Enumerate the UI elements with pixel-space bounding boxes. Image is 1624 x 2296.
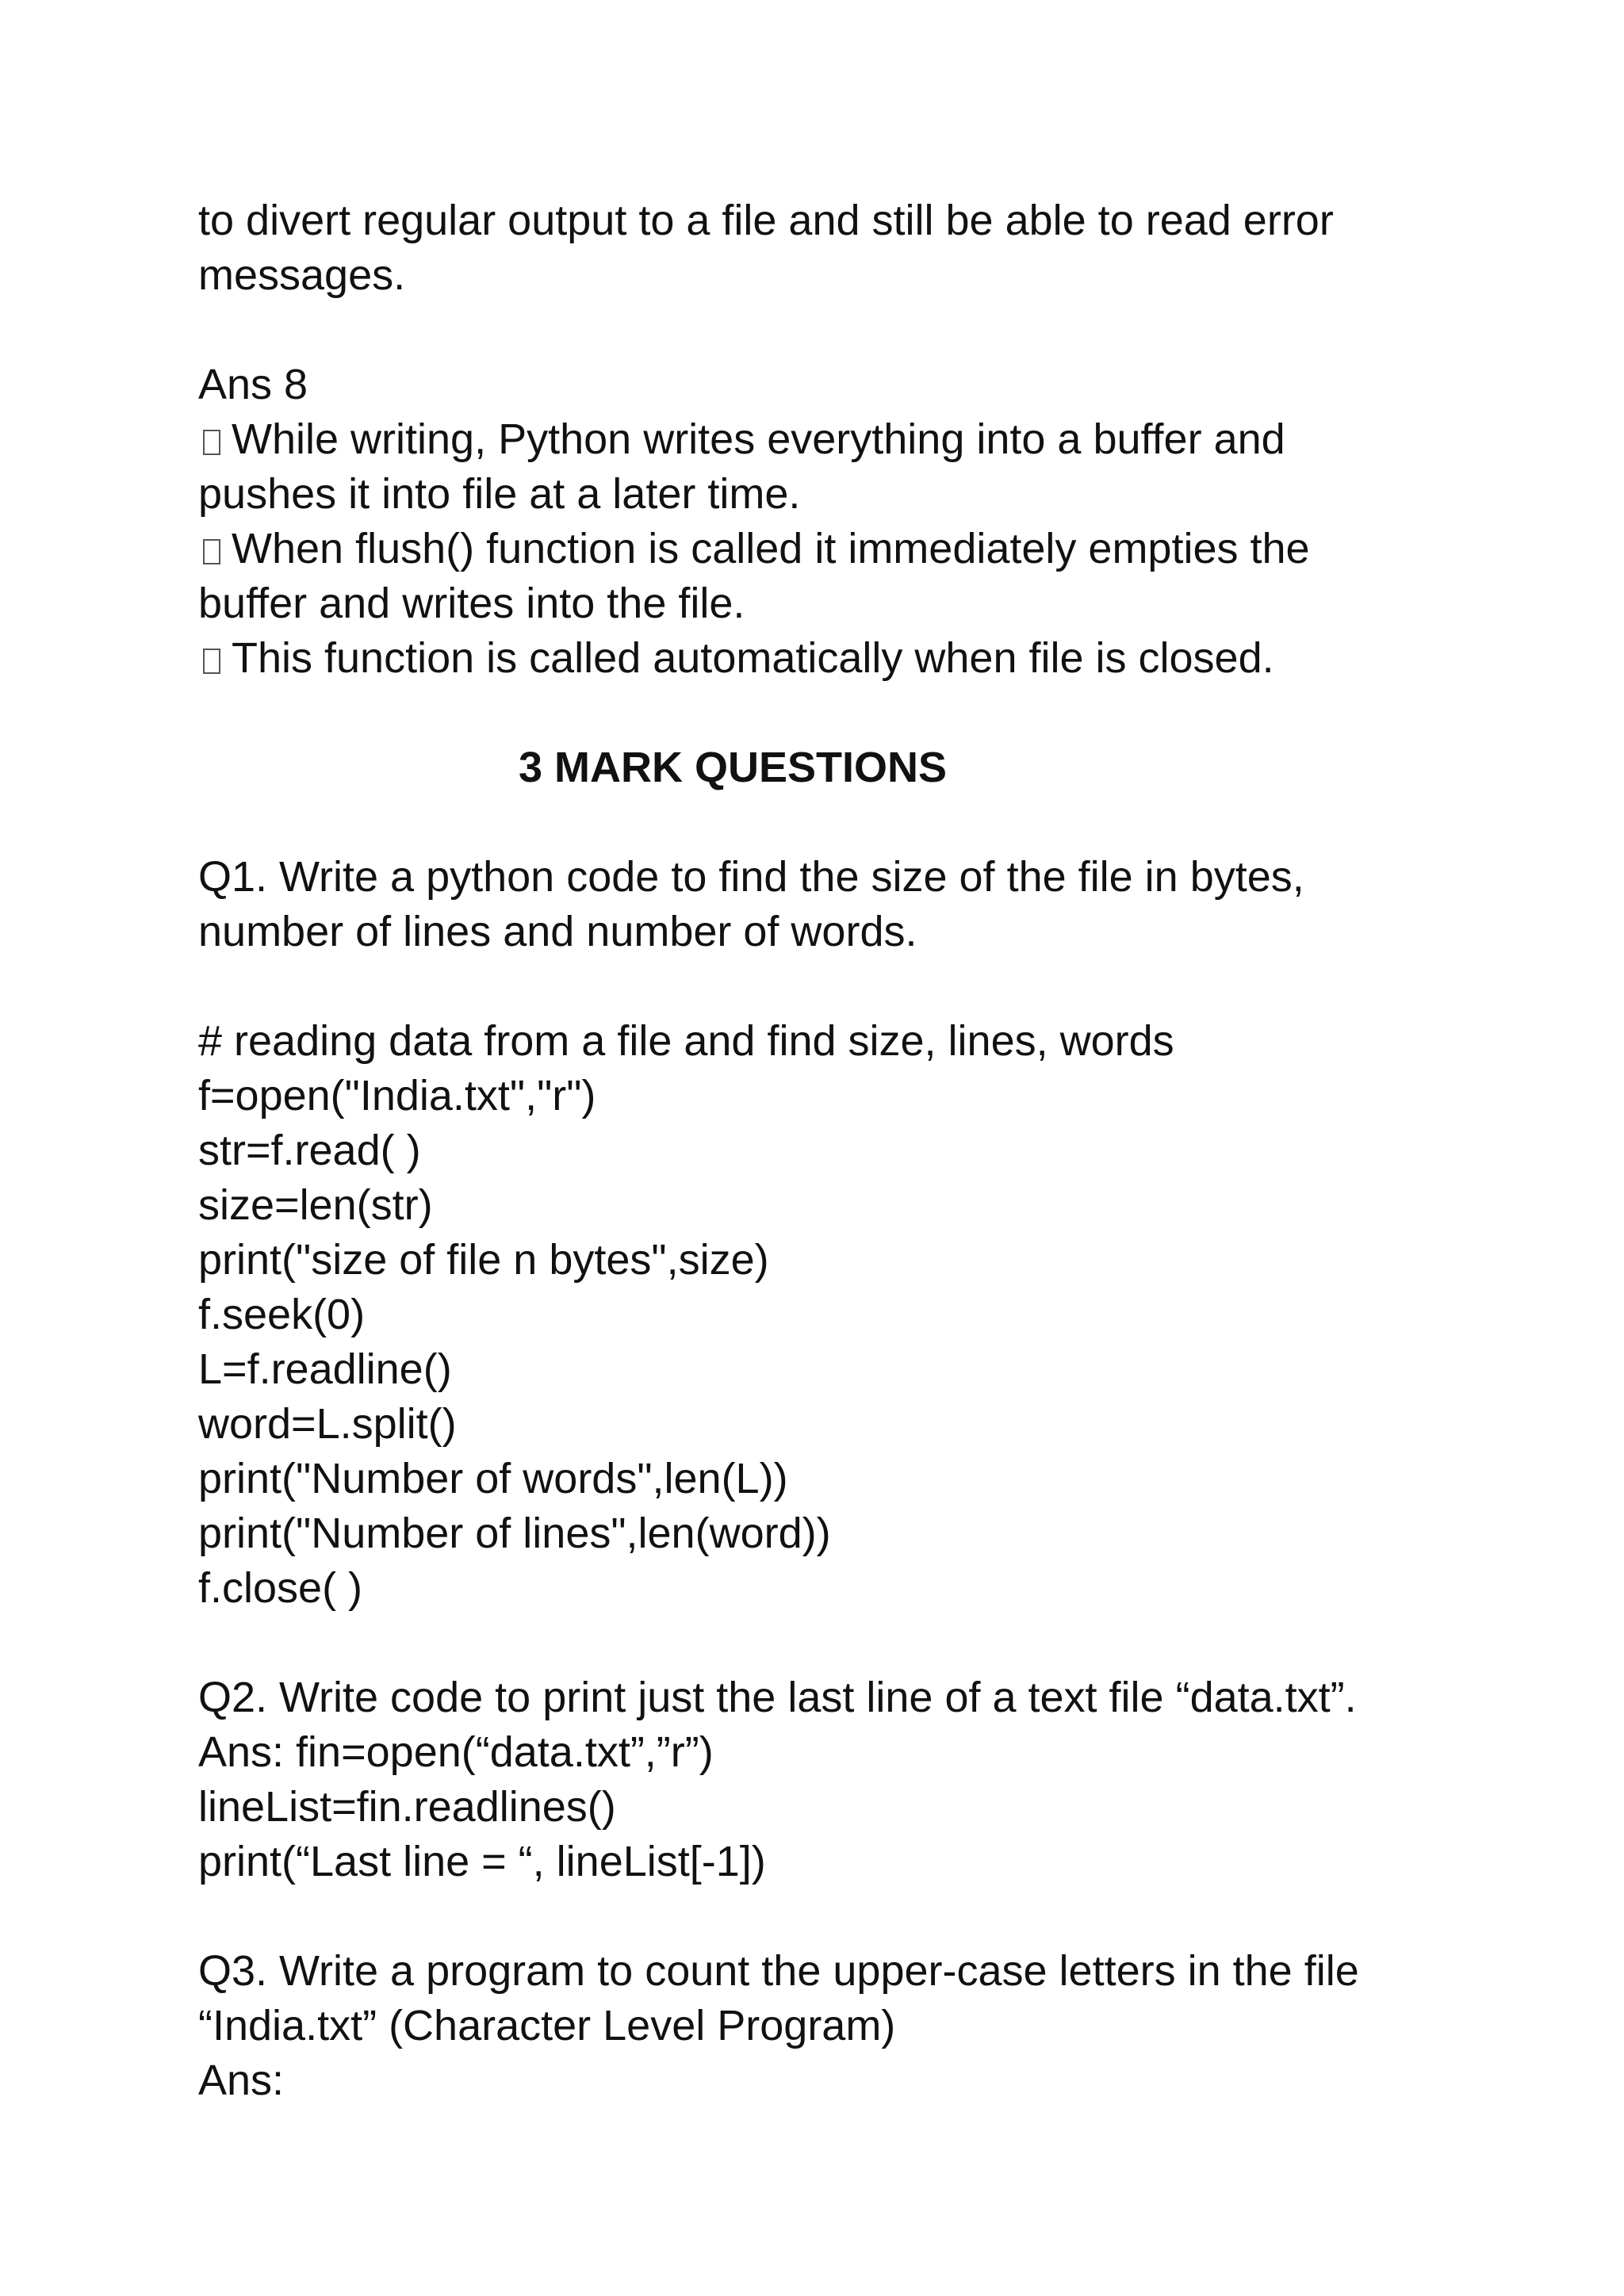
- paragraph-gap: [198, 686, 1467, 740]
- bullet-box-icon: [203, 649, 220, 674]
- code-line: print("Number of words",len(L)): [198, 1455, 788, 1502]
- section-heading: 3 MARK QUESTIONS: [519, 744, 948, 791]
- q3-line-2: “India.txt” (Character Level Program): [198, 2002, 896, 2049]
- q3-line-1: Q3. Write a program to count the upper-case letters in the file: [198, 1947, 1359, 1995]
- q1-line-2: number of lines and number of words.: [198, 908, 917, 955]
- code-line: f=open("India.txt","r"): [198, 1072, 596, 1119]
- q3-line-3: Ans:: [198, 2057, 285, 2104]
- q2-line-1: Q2. Write code to print just the last line of a text file “data.txt”.: [198, 1674, 1357, 1721]
- bullet-box-icon: [203, 539, 220, 564]
- q1-line-1: Q1. Write a python code to find the size of the file in bytes,: [198, 853, 1304, 901]
- bullet-box-icon: [203, 430, 220, 455]
- ans8-bullet-1-text: While writing, Python writes everything into a buffer and: [232, 415, 1285, 463]
- code-line: print("Number of lines",len(word)): [198, 1510, 831, 1557]
- paragraph-gap: [198, 1616, 1467, 1670]
- intro-line-2: messages.: [198, 251, 406, 299]
- paragraph-gap: [198, 959, 1467, 1014]
- code-line: size=len(str): [198, 1181, 433, 1229]
- paragraph-gap: [198, 795, 1467, 850]
- ans8-bullet-3: [198, 631, 1467, 686]
- q2-line-2: Ans: fin=open(“data.txt”,”r”): [198, 1728, 714, 1776]
- ans8-bullet-3-text: This function is called automatically when file is closed.: [232, 634, 1274, 682]
- code-line: print("size of file n bytes",size): [198, 1236, 769, 1284]
- ans8-bullet-2-text: When flush() function is called it immediately empties the: [232, 525, 1310, 572]
- code-line: str=f.read( ): [198, 1127, 421, 1174]
- q2-line-4: print(“Last line = “, lineList[-1]): [198, 1838, 766, 1885]
- code-line: word=L.split(): [198, 1400, 457, 1448]
- ans8-bullet-2-cont: buffer and writes into the file.: [198, 580, 745, 627]
- paragraph-gap: [198, 1889, 1467, 1944]
- ans8-bullet-1-cont: pushes it into file at a later time.: [198, 470, 801, 518]
- document-body: [198, 193, 1467, 2108]
- code-line: f.seek(0): [198, 1291, 366, 1338]
- ans8-bullet-1: [198, 412, 1467, 467]
- intro-line-1: to divert regular output to a file and still be able to read error: [198, 197, 1334, 244]
- q2-line-3: lineList=fin.readlines(): [198, 1783, 616, 1831]
- paragraph-gap: [198, 303, 1467, 358]
- code-line: L=f.readline(): [198, 1345, 452, 1393]
- code-line: f.close( ): [198, 1564, 363, 1612]
- ans8-bullet-2: [198, 522, 1467, 576]
- ans8-title: Ans 8: [198, 361, 308, 408]
- code-line: # reading data from a file and find size, lines, words: [198, 1017, 1174, 1065]
